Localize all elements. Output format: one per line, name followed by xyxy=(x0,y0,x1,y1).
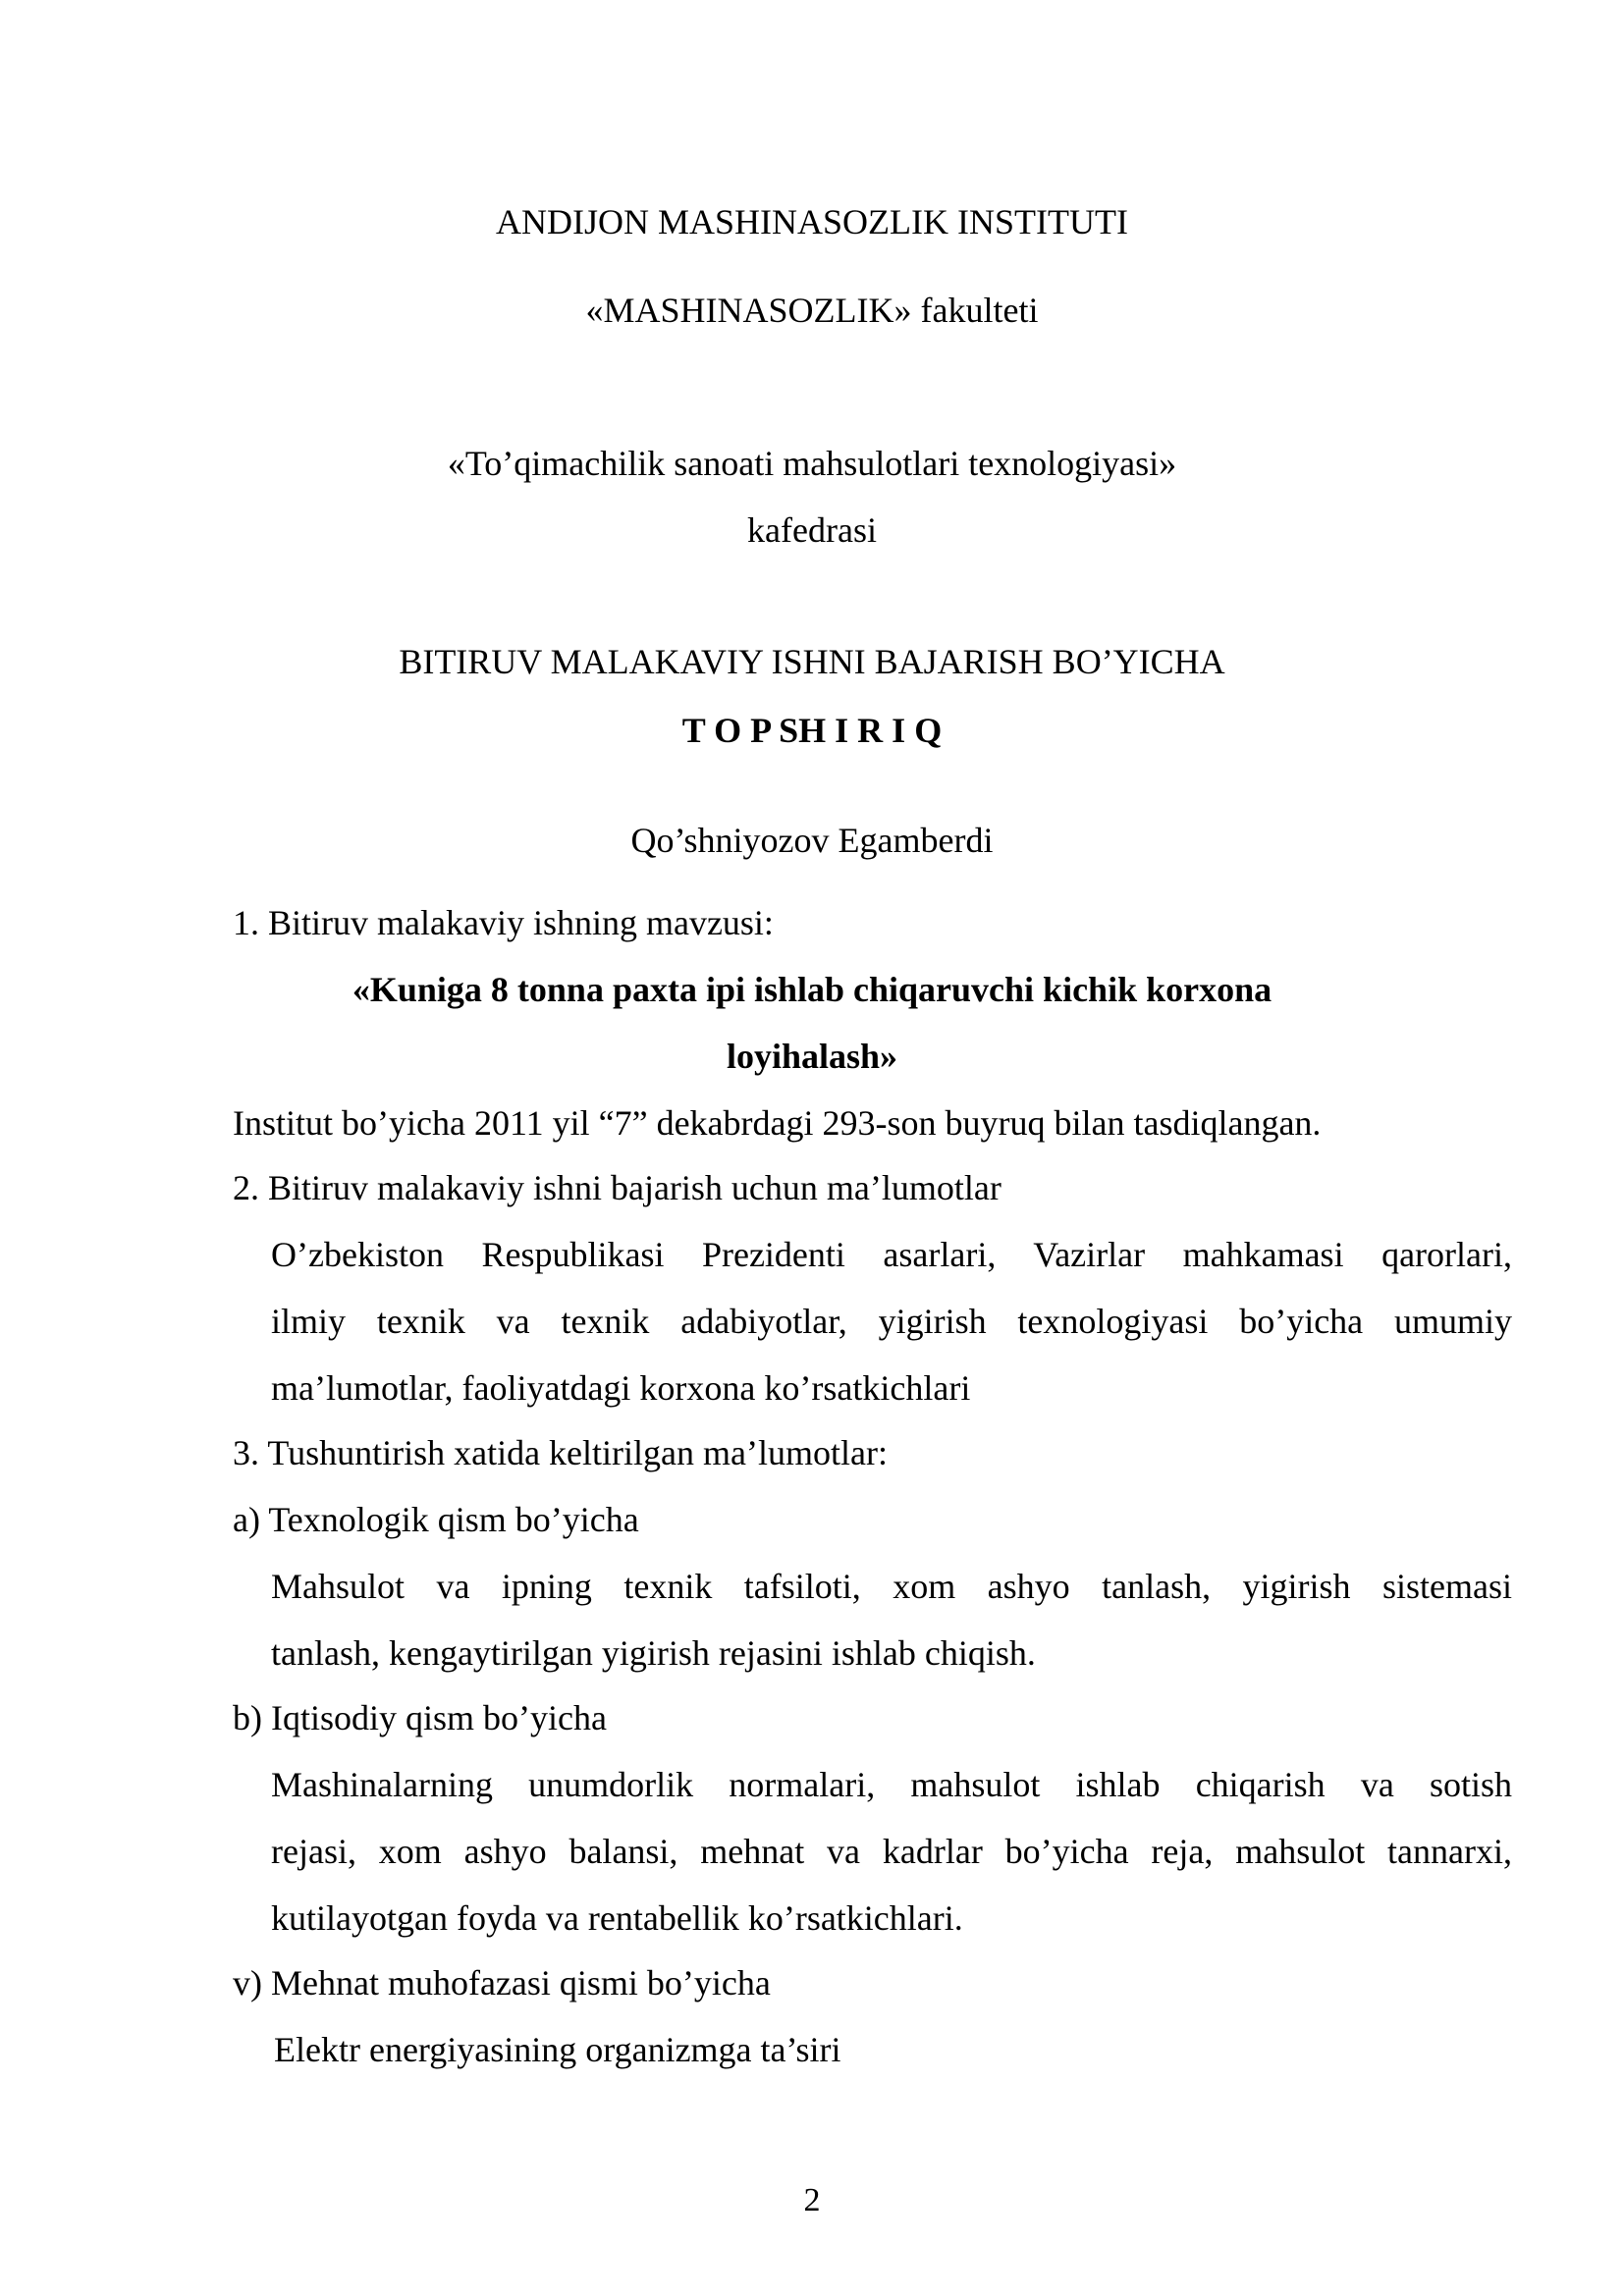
sub-b-heading: b) Iqtisodiy qism bo’yicha xyxy=(233,1698,607,1737)
sub-v-heading: v) Mehnat muhofazasi qismi bo’yicha xyxy=(233,1963,771,2002)
item3-heading: 3. Tushuntirish xatida keltirilgan ma’lumotlar: xyxy=(233,1433,888,1472)
sub-a-line-2: tanlash, kengaytirilgan yigirish rejasini ishlab chiqish. xyxy=(271,1633,1036,1673)
department-word: kafedrasi xyxy=(747,510,877,550)
sub-v-line-1: Elektr energiyasining organizmga ta’siri xyxy=(274,2030,841,2069)
faculty-name: «MASHINASOZLIK» fakulteti xyxy=(585,291,1039,330)
student-name: Qo’shniyozov Egamberdi xyxy=(630,821,994,860)
assignment-title: BITIRUV MALAKAVIY ISHNI BAJARISH BO’YICHA xyxy=(399,642,1225,681)
approval-line: Institut bo’yicha 2011 yil “7” dekabrdagi 293-son buyruq bilan tasdiqlangan. xyxy=(233,1103,1322,1143)
assignment-word: T O P SH I R I Q xyxy=(681,711,943,750)
item1-heading: 1. Bitiruv malakaviy ishning mavzusi: xyxy=(233,903,774,942)
sub-b-line-2: rejasi, xom ashyo balansi, mehnat va kadrlar bo’yicha reja, mahsulot tannarxi, xyxy=(271,1832,1512,1871)
page-number: 2 xyxy=(803,2182,821,2218)
item2-line-2: ilmiy texnik va texnik adabiyotlar, yigirish texnologiyasi bo’yicha umumiy xyxy=(271,1302,1512,1341)
topic-line-1: «Kuniga 8 tonna paxta ipi ishlab chiqaruvchi kichik korxona xyxy=(352,970,1272,1009)
item2-line-3: ma’lumotlar, faoliyatdagi korxona ko’rsatkichlari xyxy=(271,1368,971,1408)
item2-line-1: O’zbekiston Respublikasi Prezidenti asarlari, Vazirlar mahkamasi qarorlari, xyxy=(271,1235,1512,1274)
sub-a-heading: a) Texnologik qism bo’yicha xyxy=(233,1500,639,1539)
sub-a-line-1: Mahsulot va ipning texnik tafsiloti, xom ashyo tanlash, yigirish sistemasi xyxy=(271,1567,1512,1606)
sub-b-line-3: kutilayotgan foyda va rentabellik ko’rsatkichlari. xyxy=(271,1898,963,1938)
department-name: «To’qimachilik sanoati mahsulotlari texnologiyasi» xyxy=(447,444,1177,483)
sub-b-line-1: Mashinalarning unumdorlik normalari, mahsulot ishlab chiqarish va sotish xyxy=(271,1765,1512,1804)
topic-line-2: loyihalash» xyxy=(726,1037,898,1076)
item2-heading: 2. Bitiruv malakaviy ishni bajarish uchun ma’lumotlar xyxy=(233,1168,1001,1207)
institute-name: ANDIJON MASHINASOZLIK INSTITUTI xyxy=(496,202,1128,241)
